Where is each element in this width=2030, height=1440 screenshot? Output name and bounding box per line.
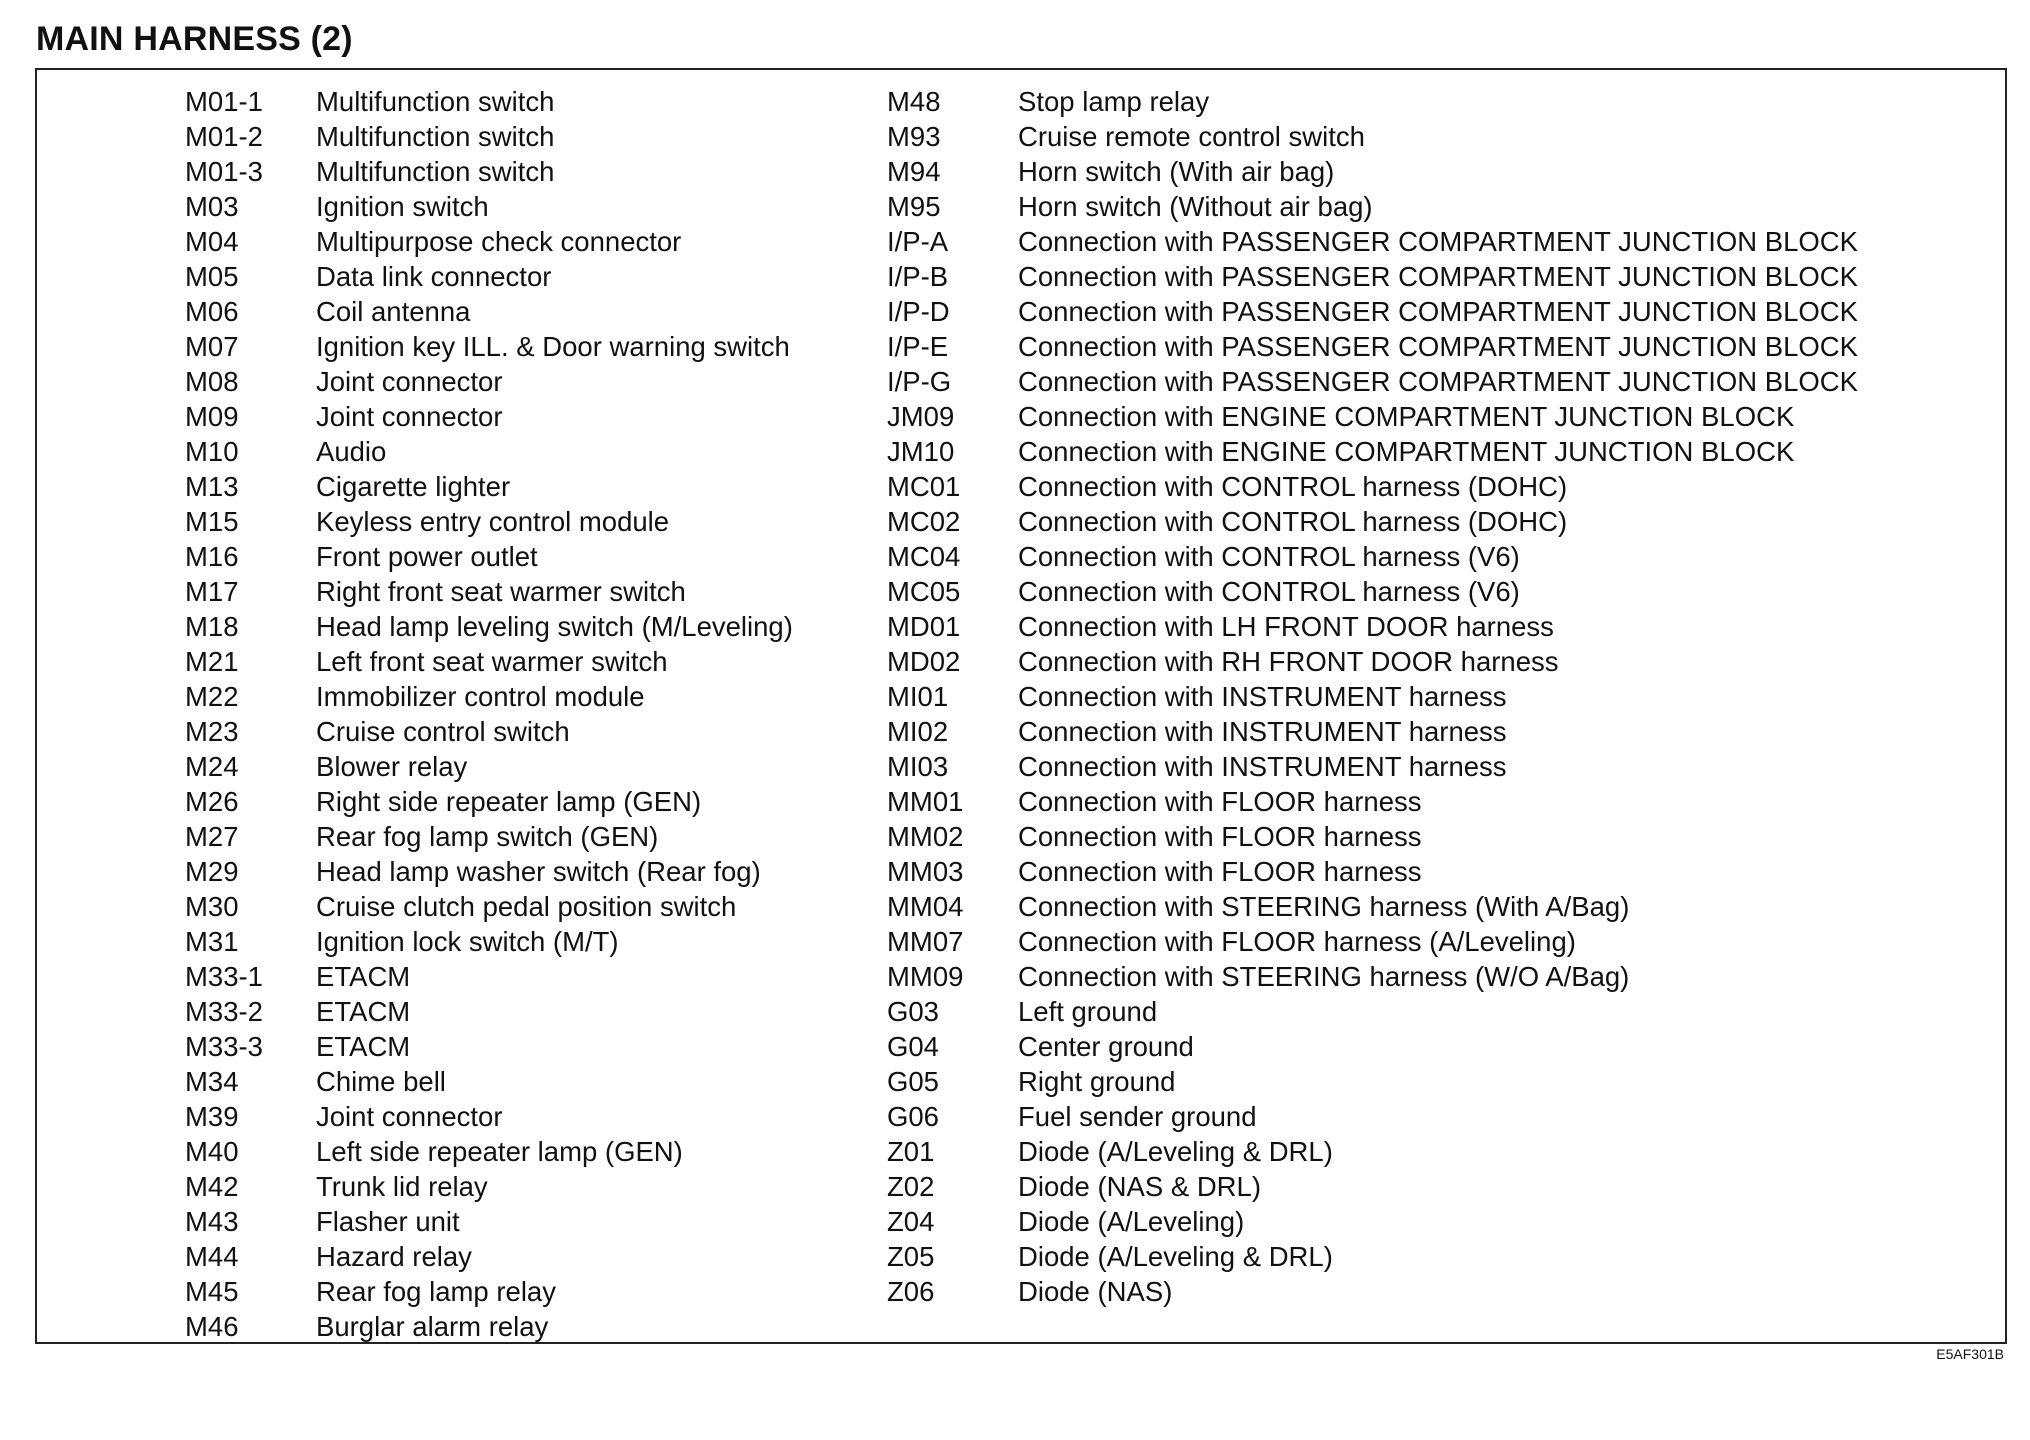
- connector-code: M03: [185, 191, 239, 222]
- connector-description: Horn switch (With air bag): [1018, 156, 1335, 187]
- connector-description: Diode (A/Leveling): [1018, 1206, 1245, 1237]
- connector-row: [887, 224, 1858, 259]
- connector-code: M24: [185, 751, 239, 782]
- connector-row: [185, 1169, 793, 1204]
- connector-code: JM10: [887, 436, 955, 467]
- connector-row: [887, 1029, 1858, 1064]
- connector-row: [887, 329, 1858, 364]
- connector-description: Blower relay: [316, 751, 468, 782]
- connector-row: [185, 609, 793, 644]
- connector-code: G06: [887, 1101, 939, 1132]
- connector-code: M13: [185, 471, 239, 502]
- connector-row: [185, 84, 793, 119]
- connector-code: MM02: [887, 821, 964, 852]
- connector-row: [887, 154, 1858, 189]
- connector-description: ETACM: [316, 961, 411, 992]
- connector-description: Joint connector: [316, 1101, 503, 1132]
- connector-row: [185, 1099, 793, 1134]
- connector-row: [887, 539, 1858, 574]
- connector-description: Connection with INSTRUMENT harness: [1018, 716, 1507, 747]
- connector-description: Coil antenna: [316, 296, 471, 327]
- connector-description: Cigarette lighter: [316, 471, 511, 502]
- connector-description: Head lamp leveling switch (M/Leveling): [316, 611, 793, 642]
- connector-row: [887, 504, 1858, 539]
- connector-code: MI02: [887, 716, 949, 747]
- connector-description: Connection with ENGINE COMPARTMENT JUNCTION BLOCK: [1018, 401, 1795, 432]
- connector-description: Front power outlet: [316, 541, 538, 572]
- connector-row: [887, 819, 1858, 854]
- connector-row: [185, 889, 793, 924]
- connector-description: Connection with FLOOR harness (A/Leveling): [1018, 926, 1576, 957]
- connector-row: [887, 854, 1858, 889]
- connector-description: ETACM: [316, 1031, 411, 1062]
- connector-row: [185, 819, 793, 854]
- connector-description: Connection with LH FRONT DOOR harness: [1018, 611, 1554, 642]
- connector-description: Connection with INSTRUMENT harness: [1018, 751, 1507, 782]
- connector-row: [887, 259, 1858, 294]
- connector-code: MC05: [887, 576, 961, 607]
- connector-code: MD01: [887, 611, 961, 642]
- connector-row: [185, 1309, 793, 1344]
- connector-description: Connection with FLOOR harness: [1018, 856, 1422, 887]
- connector-row: [887, 644, 1858, 679]
- connector-list-frame: [35, 68, 2007, 1344]
- connector-code: M34: [185, 1066, 239, 1097]
- connector-description: Connection with INSTRUMENT harness: [1018, 681, 1507, 712]
- connector-row: [887, 924, 1858, 959]
- connector-description: Diode (NAS & DRL): [1018, 1171, 1261, 1202]
- connector-description: Connection with STEERING harness (W/O A/Bag): [1018, 961, 1630, 992]
- connector-description: Immobilizer control module: [316, 681, 645, 712]
- connector-row: [887, 994, 1858, 1029]
- connector-row: [185, 644, 793, 679]
- connector-code: M06: [185, 296, 239, 327]
- connector-row: [185, 294, 793, 329]
- connector-code: Z05: [887, 1241, 935, 1272]
- connector-code: M29: [185, 856, 239, 887]
- connector-row: [185, 854, 793, 889]
- connector-code: MM09: [887, 961, 964, 992]
- connector-row: [185, 924, 793, 959]
- connector-code: M94: [887, 156, 941, 187]
- connector-row: [185, 119, 793, 154]
- connector-code: M01-2: [185, 121, 263, 152]
- connector-code: M27: [185, 821, 239, 852]
- connector-row: [185, 1274, 793, 1309]
- connector-code: MI01: [887, 681, 949, 712]
- connector-description: Connection with RH FRONT DOOR harness: [1018, 646, 1559, 677]
- connector-code: M45: [185, 1276, 239, 1307]
- connector-row: [185, 1239, 793, 1274]
- connector-description: Right front seat warmer switch: [316, 576, 686, 607]
- connector-description: Keyless entry control module: [316, 506, 670, 537]
- connector-code: M43: [185, 1206, 239, 1237]
- connector-row: [185, 259, 793, 294]
- connector-code: M48: [887, 86, 941, 117]
- connector-code: M08: [185, 366, 239, 397]
- connector-description: Ignition switch: [316, 191, 489, 222]
- connector-row: [887, 364, 1858, 399]
- connector-description: Flasher unit: [316, 1206, 460, 1237]
- connector-description: Connection with PASSENGER COMPARTMENT JUNCTION BLOCK: [1018, 366, 1858, 397]
- connector-row: [887, 679, 1858, 714]
- connector-row: [185, 784, 793, 819]
- figure-reference: E5AF301B: [1936, 1346, 2004, 1362]
- connector-row: [185, 679, 793, 714]
- connector-code: M01-3: [185, 156, 263, 187]
- connector-description: Multipurpose check connector: [316, 226, 682, 257]
- connector-code: M22: [185, 681, 239, 712]
- connector-code: G05: [887, 1066, 939, 1097]
- connector-description: Connection with ENGINE COMPARTMENT JUNCTION BLOCK: [1018, 436, 1795, 467]
- connector-code: MM01: [887, 786, 964, 817]
- connector-code: M10: [185, 436, 239, 467]
- connector-description: Connection with CONTROL harness (DOHC): [1018, 506, 1568, 537]
- connector-description: Diode (A/Leveling & DRL): [1018, 1136, 1333, 1167]
- connector-code: MD02: [887, 646, 961, 677]
- connector-code: M31: [185, 926, 239, 957]
- connector-code: I/P-A: [887, 226, 949, 257]
- connector-code: G03: [887, 996, 939, 1027]
- connector-description: ETACM: [316, 996, 411, 1027]
- connector-description: Ignition key ILL. & Door warning switch: [316, 331, 790, 362]
- connector-code: MC01: [887, 471, 961, 502]
- connector-row: [887, 1169, 1858, 1204]
- connector-row: [887, 784, 1858, 819]
- connector-row: [887, 469, 1858, 504]
- connector-code: MI03: [887, 751, 949, 782]
- connector-description: Trunk lid relay: [316, 1171, 488, 1202]
- connector-code: M15: [185, 506, 239, 537]
- connector-code: Z06: [887, 1276, 935, 1307]
- connector-code: JM09: [887, 401, 955, 432]
- connector-description: Connection with CONTROL harness (DOHC): [1018, 471, 1568, 502]
- connector-code: I/P-B: [887, 261, 949, 292]
- connector-row: [185, 959, 793, 994]
- connector-row: [887, 84, 1858, 119]
- connector-row: [887, 1064, 1858, 1099]
- connector-description: Connection with CONTROL harness (V6): [1018, 541, 1520, 572]
- connector-description: Joint connector: [316, 366, 503, 397]
- connector-row: [185, 1204, 793, 1239]
- connector-description: Connection with PASSENGER COMPARTMENT JUNCTION BLOCK: [1018, 331, 1858, 362]
- connector-description: Right side repeater lamp (GEN): [316, 786, 702, 817]
- connector-code: M04: [185, 226, 239, 257]
- connector-code: M09: [185, 401, 239, 432]
- connector-row: [887, 714, 1858, 749]
- connector-code: MC04: [887, 541, 961, 572]
- connector-row: [185, 749, 793, 784]
- connector-description: Rear fog lamp switch (GEN): [316, 821, 659, 852]
- connector-row: [887, 294, 1858, 329]
- connector-code: M17: [185, 576, 239, 607]
- connector-row: [185, 574, 793, 609]
- connector-row: [185, 399, 793, 434]
- connector-code: M33-2: [185, 996, 263, 1027]
- connector-row: [887, 1099, 1858, 1134]
- connector-description: Diode (NAS): [1018, 1276, 1173, 1307]
- connector-code: I/P-D: [887, 296, 950, 327]
- connector-description: Multifunction switch: [316, 121, 555, 152]
- connector-description: Hazard relay: [316, 1241, 472, 1272]
- connector-row: [887, 119, 1858, 154]
- connector-description: Horn switch (Without air bag): [1018, 191, 1373, 222]
- connector-row: [185, 434, 793, 469]
- connector-row: [887, 1274, 1858, 1309]
- connector-code: M33-3: [185, 1031, 263, 1062]
- connector-code: M16: [185, 541, 239, 572]
- connector-description: Multifunction switch: [316, 156, 555, 187]
- connector-row: [887, 889, 1858, 924]
- connector-row: [887, 959, 1858, 994]
- connector-description: Cruise remote control switch: [1018, 121, 1365, 152]
- connector-code: G04: [887, 1031, 939, 1062]
- connector-code: M23: [185, 716, 239, 747]
- connector-description: Connection with FLOOR harness: [1018, 786, 1422, 817]
- connector-description: Burglar alarm relay: [316, 1311, 549, 1342]
- connector-row: [887, 609, 1858, 644]
- connector-row: [185, 329, 793, 364]
- connector-description: Right ground: [1018, 1066, 1176, 1097]
- connector-description: Joint connector: [316, 401, 503, 432]
- right-column: [887, 84, 1858, 1309]
- connector-row: [185, 504, 793, 539]
- connector-row: [887, 1134, 1858, 1169]
- connector-code: M26: [185, 786, 239, 817]
- connector-code: I/P-G: [887, 366, 952, 397]
- connector-description: Stop lamp relay: [1018, 86, 1210, 117]
- connector-row: [185, 189, 793, 224]
- connector-row: [185, 539, 793, 574]
- connector-code: Z02: [887, 1171, 935, 1202]
- connector-description: Audio: [316, 436, 387, 467]
- connector-code: M05: [185, 261, 239, 292]
- connector-row: [887, 1204, 1858, 1239]
- connector-code: M42: [185, 1171, 239, 1202]
- connector-row: [185, 224, 793, 259]
- connector-row: [185, 469, 793, 504]
- connector-code: M07: [185, 331, 239, 362]
- connector-row: [185, 154, 793, 189]
- connector-description: Rear fog lamp relay: [316, 1276, 556, 1307]
- connector-code: Z01: [887, 1136, 935, 1167]
- connector-code: M44: [185, 1241, 239, 1272]
- connector-code: M01-1: [185, 86, 263, 117]
- connector-row: [887, 434, 1858, 469]
- connector-description: Connection with CONTROL harness (V6): [1018, 576, 1520, 607]
- connector-row: [185, 994, 793, 1029]
- connector-row: [887, 749, 1858, 784]
- connector-code: M33-1: [185, 961, 263, 992]
- connector-row: [185, 1064, 793, 1099]
- connector-description: Left ground: [1018, 996, 1158, 1027]
- connector-code: MM03: [887, 856, 964, 887]
- connector-description: Connection with PASSENGER COMPARTMENT JUNCTION BLOCK: [1018, 296, 1858, 327]
- connector-code: M30: [185, 891, 239, 922]
- connector-code: M40: [185, 1136, 239, 1167]
- connector-row: [185, 364, 793, 399]
- connector-description: Connection with FLOOR harness: [1018, 821, 1422, 852]
- connector-code: MC02: [887, 506, 961, 537]
- connector-description: Connection with PASSENGER COMPARTMENT JUNCTION BLOCK: [1018, 226, 1858, 257]
- connector-description: Connection with STEERING harness (With A/Bag): [1018, 891, 1630, 922]
- connector-description: Left front seat warmer switch: [316, 646, 668, 677]
- connector-code: MM07: [887, 926, 964, 957]
- connector-code: I/P-E: [887, 331, 949, 362]
- connector-code: M46: [185, 1311, 239, 1342]
- connector-description: Multifunction switch: [316, 86, 555, 117]
- connector-description: Connection with PASSENGER COMPARTMENT JUNCTION BLOCK: [1018, 261, 1858, 292]
- connector-description: Head lamp washer switch (Rear fog): [316, 856, 761, 887]
- connector-description: Cruise clutch pedal position switch: [316, 891, 737, 922]
- connector-description: Center ground: [1018, 1031, 1194, 1062]
- connector-description: Ignition lock switch (M/T): [316, 926, 619, 957]
- page-title: MAIN HARNESS (2): [36, 20, 353, 58]
- connector-row: [185, 1134, 793, 1169]
- connector-row: [887, 399, 1858, 434]
- connector-description: Data link connector: [316, 261, 552, 292]
- connector-row: [185, 1029, 793, 1064]
- connector-description: Fuel sender ground: [1018, 1101, 1257, 1132]
- connector-description: Diode (A/Leveling & DRL): [1018, 1241, 1333, 1272]
- left-column: [185, 84, 793, 1344]
- connector-description: Chime bell: [316, 1066, 446, 1097]
- connector-row: [887, 574, 1858, 609]
- connector-row: [887, 1239, 1858, 1274]
- connector-code: M95: [887, 191, 941, 222]
- connector-code: M21: [185, 646, 239, 677]
- connector-code: M39: [185, 1101, 239, 1132]
- connector-description: Cruise control switch: [316, 716, 570, 747]
- connector-code: MM04: [887, 891, 964, 922]
- connector-row: [185, 714, 793, 749]
- connector-description: Left side repeater lamp (GEN): [316, 1136, 683, 1167]
- connector-code: Z04: [887, 1206, 935, 1237]
- connector-row: [887, 189, 1858, 224]
- connector-code: M18: [185, 611, 239, 642]
- connector-code: M93: [887, 121, 941, 152]
